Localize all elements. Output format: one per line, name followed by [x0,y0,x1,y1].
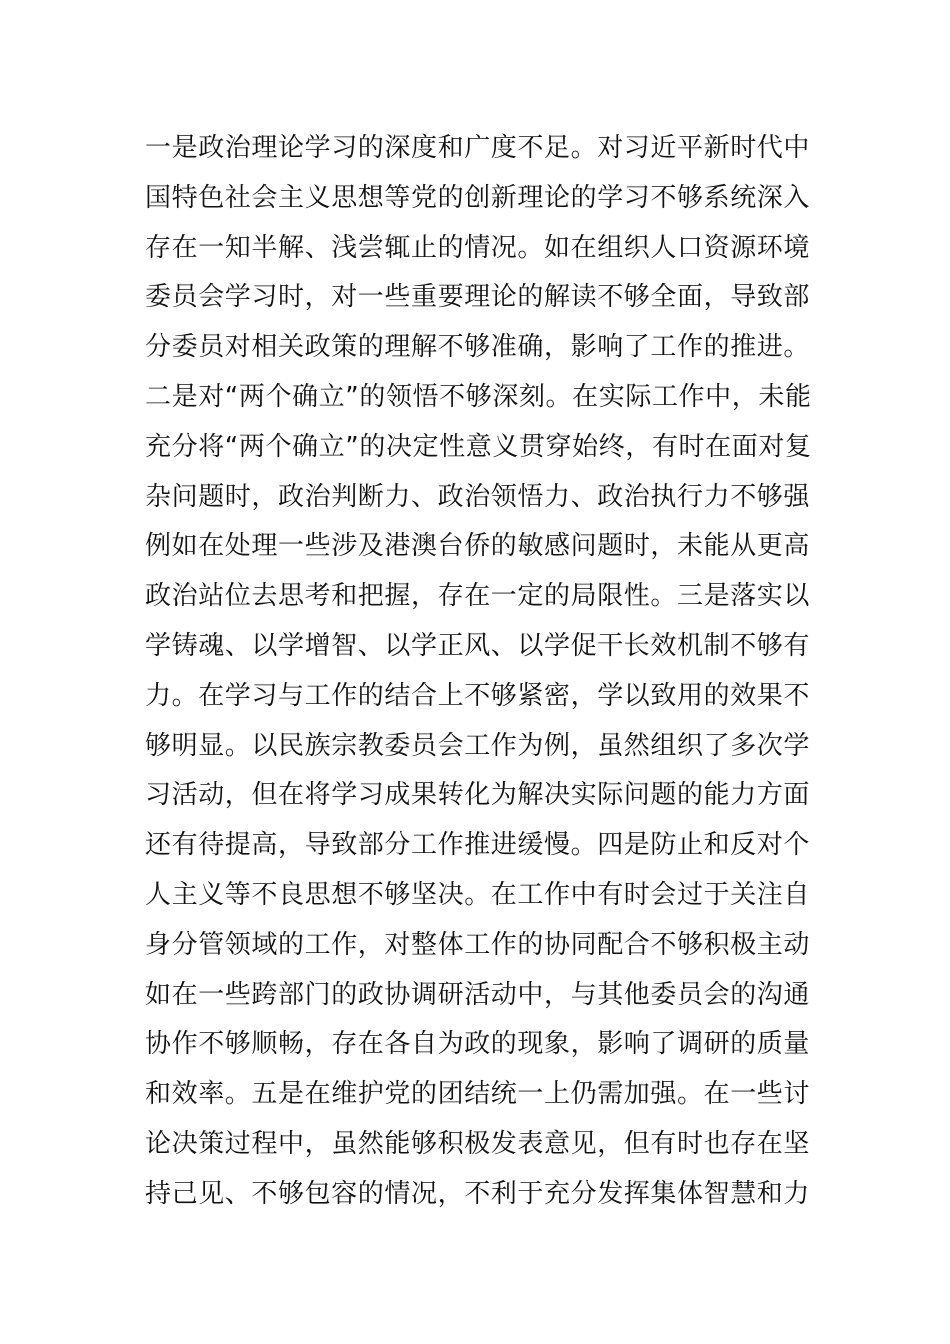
text-line: 学铸魂、以学增智、以学正风、以学促干长效机制不够有 [145,630,811,661]
text-line: 充分将“两个确立”的决定性意义贯穿始终，有时在面对复 [145,431,812,462]
text-line: 委员会学习时，对一些重要理论的解读不够全面，导致部 [145,282,811,313]
text-line: 习活动，但在将学习成果转化为解决实际问题的能力方面 [145,780,811,811]
text-line: 存在一知半解、浅尝辄止的情况。如在组织人口资源环境 [145,232,811,263]
text-line: 协作不够顺畅，存在各自为政的现象，影响了调研的质量 [145,1029,811,1060]
text-line: 政治站位去思考和把握，存在一定的局限性。三是落实以 [145,581,811,612]
text-line: 持己见、不够包容的情况，不利于充分发挥集体智慧和力 [145,1178,811,1209]
text-line: 还有待提高，导致部分工作推进缓慢。四是防止和反对个 [145,830,811,861]
text-line: 和效率。五是在维护党的团结统一上仍需加强。在一些讨 [145,1079,811,1110]
text-line: 身分管领域的工作，对整体工作的协同配合不够积极主动 [145,929,811,960]
text-line: 杂问题时，政治判断力、政治领悟力、政治执行力不够强 [145,481,811,512]
text-line: 人主义等不良思想不够坚决。在工作中有时会过于关注自 [145,879,811,910]
text-line: 二是对“两个确立”的领悟不够深刻。在实际工作中，未能 [145,381,812,412]
text-line: 分委员对相关政策的理解不够准确，影响了工作的推进。 [145,332,811,363]
text-line: 够明显。以民族宗教委员会工作为例，虽然组织了多次学 [145,730,811,761]
body-text [145,124,815,1220]
text-line: 例如在处理一些涉及港澳台侨的敏感问题时，未能从更高 [145,531,811,562]
text-line: 一是政治理论学习的深度和广度不足。对习近平新时代中 [145,133,811,163]
text-line: 如在一些跨部门的政协调研活动中，与其他委员会的沟通 [145,979,811,1010]
text-line: 力。在学习与工作的结合上不够紧密，学以致用的效果不 [145,680,811,711]
text-line: 国特色社会主义思想等党的创新理论的学习不够系统深入 [145,182,811,213]
text-line: 论决策过程中，虽然能够积极发表意见，但有时也存在坚 [145,1128,811,1159]
